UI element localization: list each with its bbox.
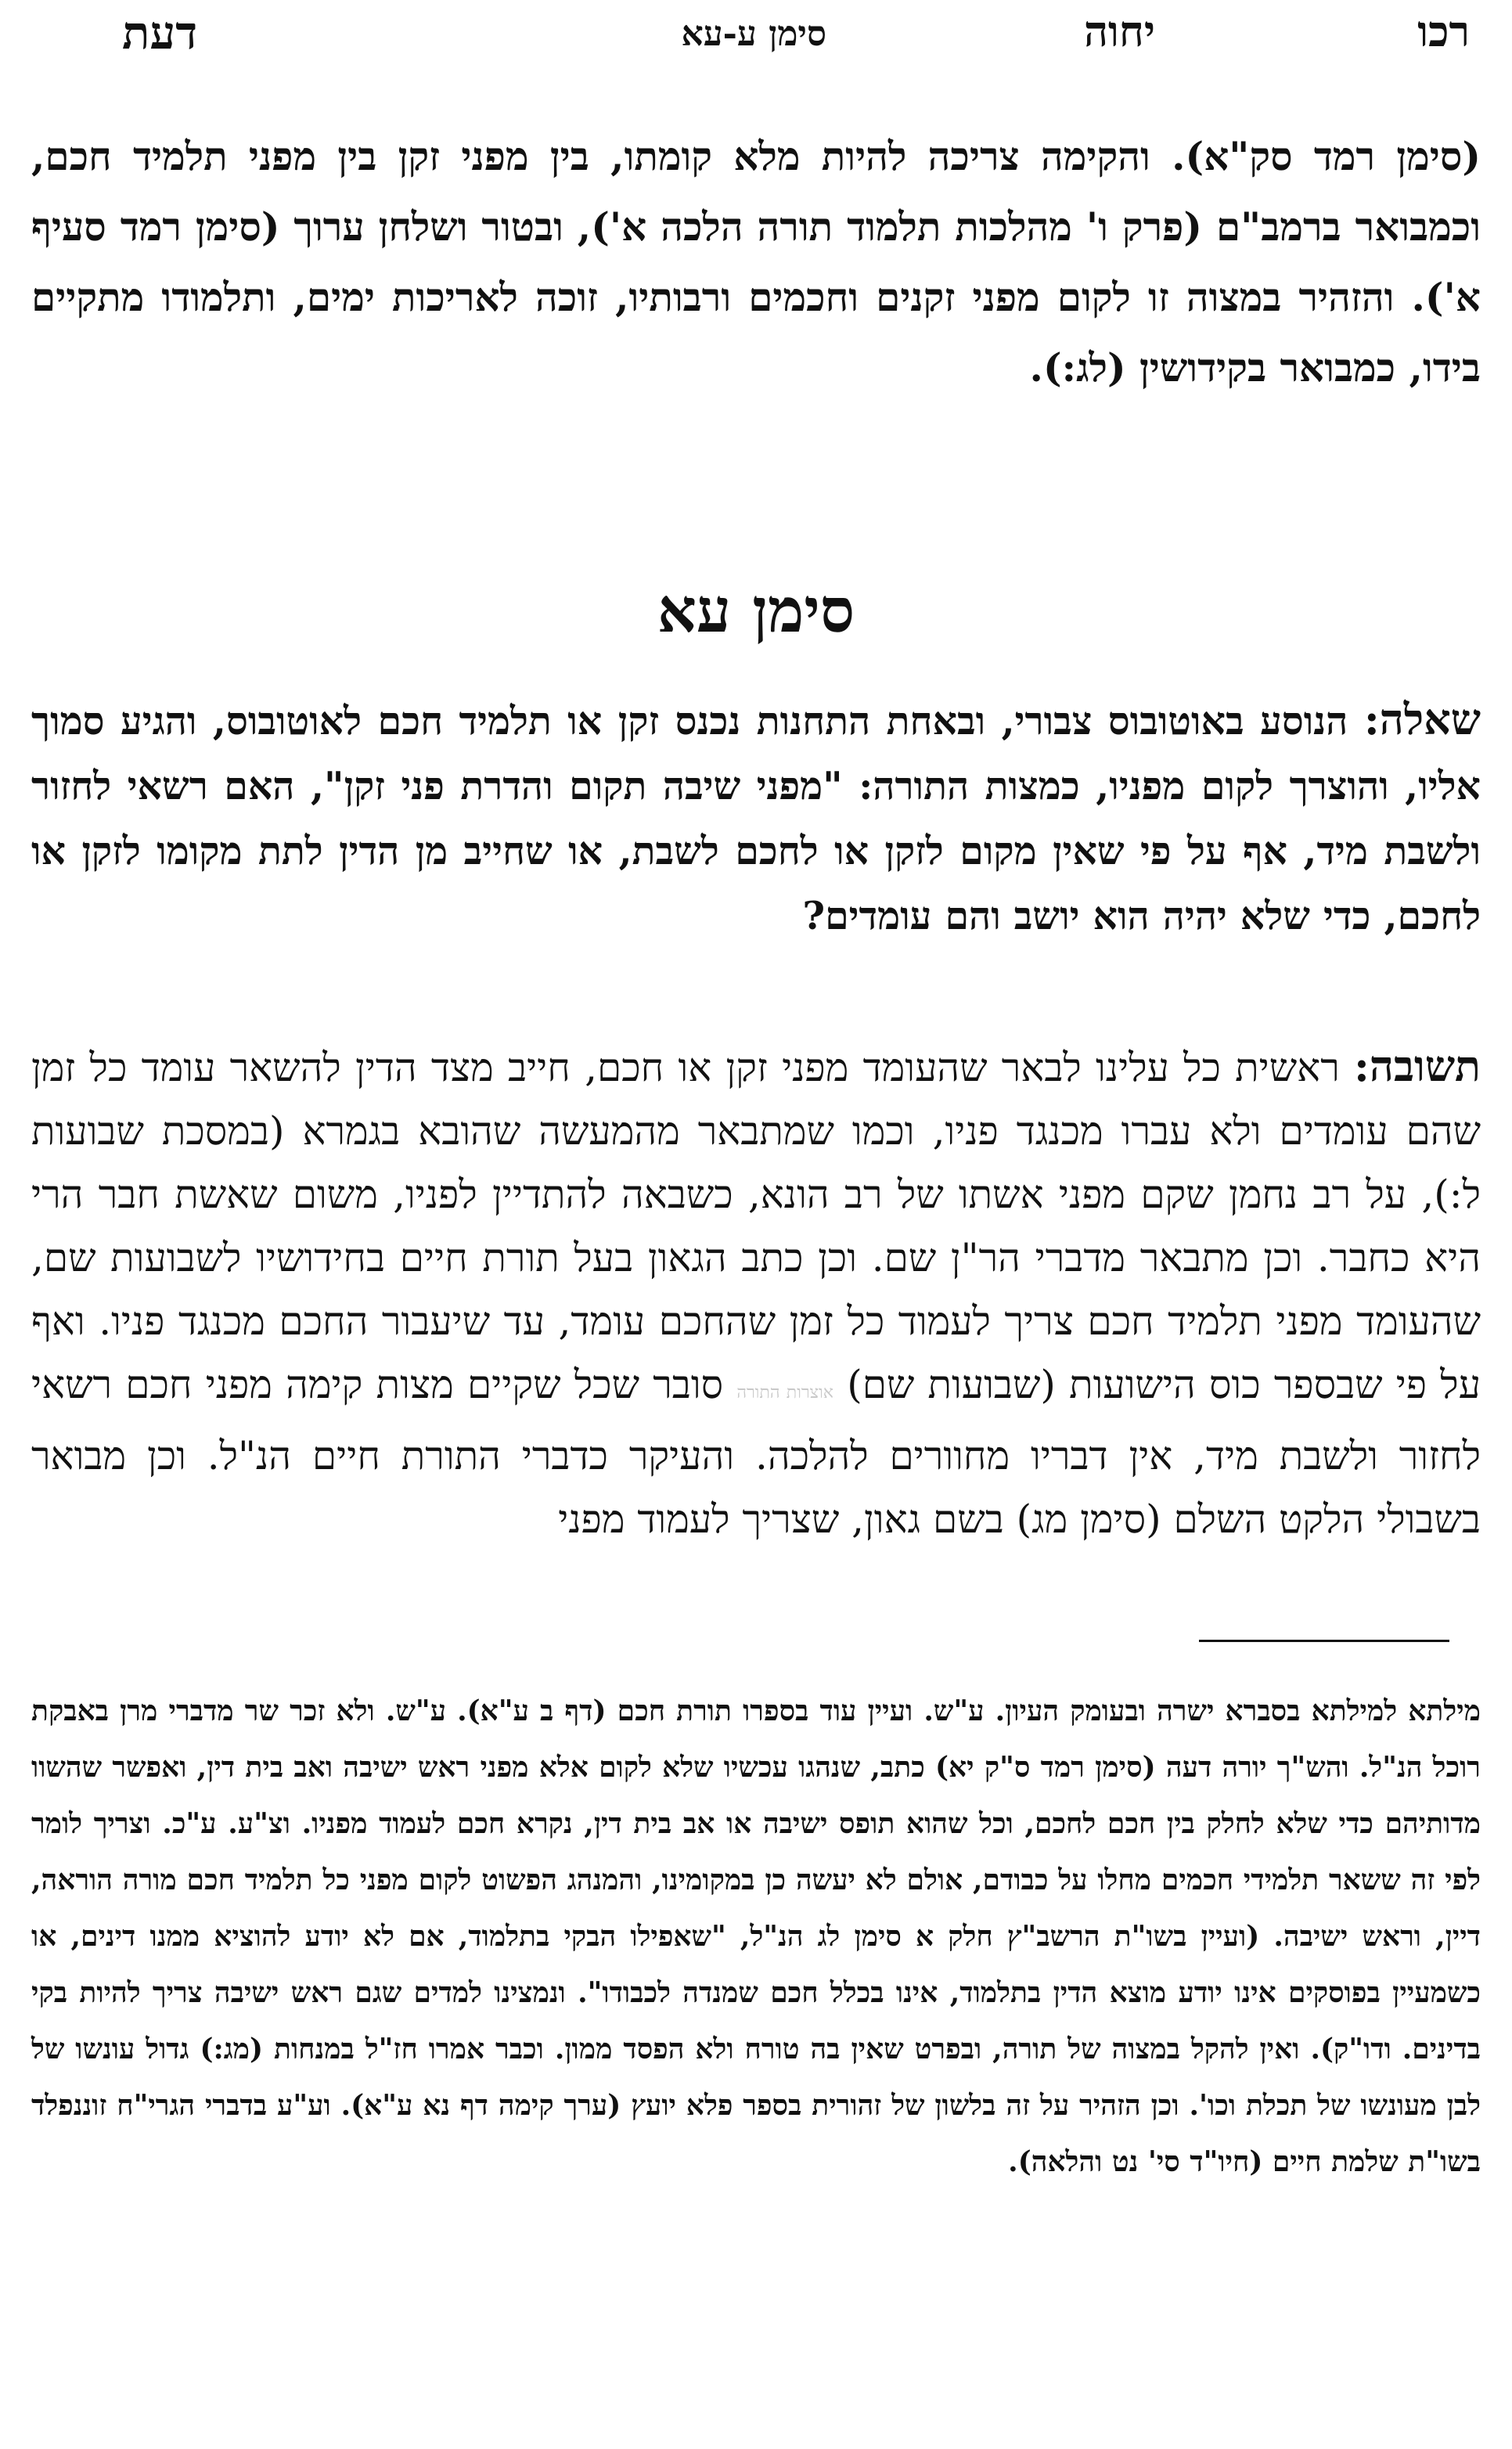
running-header — [28, 0, 1484, 63]
header-book-word-1: רכו — [1417, 6, 1470, 56]
header-book-word-3: דעת — [122, 6, 198, 59]
header-siman-range: סימן ע-עא — [681, 14, 826, 54]
intro-paragraph: (סימן רמד סק"א). והקימה צריכה להיות מלא קומתו, בין מפני זקן בין מפני תלמיד חכם, וכמבואר ברמב"ם (פרק ו' מהלכות תלמוד תורה הלכה א'), ובטור ושלחן ערוך (סימן רמד סעיף א'). והזהיר במצוה זו לקום מפני זקנים וחכמים ורבותיו, זוכה לאריכות ימים, ותלמודו מתקיים בידו, כמבואר בקידושין (לג:). — [31, 133, 1481, 391]
answer-text-part-1: ראשית כל עלינו לבאר שהעומד מפני זקן או חכם, חייב מצד הדין להשאר עומד כל זמן שהם עומדים ולא עברו מכנגד פניו, וכמו שמתבאר מהמעשה שהובא בגמרא (במסכת שבועות ל:), על רב נחמן שקם מפני אשתו של רב הונא, כשבאה להתדיין לפניו, משום שאשת חבר הרי היא כחבר. וכן מתבאר מדברי הר"ן שם. וכן כתב הגאון בעל תורת חיים בחידושיו לשבועות שם, שהעומד מפני תלמיד חכם צריך לעמוד כל זמן שהחכם עומד, עד שיעבור החכם מכנגד פניו. ואף על פי שבספר כוס הישועות (שבועות שם) — [31, 1045, 1481, 1407]
answer-text-part-2: סובר שכל שקיים מצות קימה מפני חכם רשאי לחזור ולשבת מיד, אין דבריו מחוורים להלכה. והעיקר כדברי התורת חיים הנ"ל. וכן מבואר בשבולי הלקט השלם (סימן מג) בשם גאון, שצריך לעמוד מפני — [31, 1362, 1481, 1542]
question-text: הנוסע באוטובוס צבורי, ובאחת התחנות נכנס זקן או תלמיד חכם לאוטובוס, והגיע סמוך אליו, והוצרך לקום מפניו, כמצות התורה: "מפני שיבה תקום והדרת פני זקן", האם רשאי לחזור ולשבת מיד, אף על פי שאין מקום לזקן או לחכם לשבת, או שחייב מן הדין לתת מקומו לזקן או לחכם, כדי שלא יהיה הוא יושב והם עומדים? — [31, 698, 1481, 938]
footnote-divider — [1199, 1640, 1449, 1642]
library-watermark: אוצרות התורה — [736, 1383, 833, 1403]
header-book-word-2: יחוה — [1084, 6, 1155, 56]
question-label: שאלה: — [1363, 694, 1481, 744]
answer-label: תשובה: — [1353, 1041, 1481, 1091]
question-paragraph — [31, 687, 1481, 949]
section-title: סימן עא — [657, 575, 855, 646]
footnote-paragraph: מילתא למילתא בסברא ישרה ובעומק העיון. ע"ש. ועיין עוד בספרו תורת חכם (דף ב ע"א). ע"ש. ולא זכר שר מדברי מרן באבקת רוכל הנ"ל. והש"ך יורה דעה (סימן רמד ס"ק יא) כתב, שנהגו עכשיו שלא לקום אלא מפני ראש ישיבה ואב בית דין, ואפשר שהשוו מדותיהם כדי שלא לחלק בין חכם לחכם, וכל שהוא תופס ישיבה או אב בית דין, נקרא חכם לעמוד מפניו. וצ"ע. ע"כ. וצריך לומר לפי זה ששאר תלמידי חכמים מחלו על כבודם, אולם לא יעשה כן במקומינו, והמנהג הפשוט לקום מפני כל תלמיד חכם מורה הוראה, דיין, וראש ישיבה. (ועיין בשו"ת הרשב"ץ חלק א סימן לג הנ"ל, "שאפילו הבקי בתלמוד, אם לא יודע להוציא ממנו דינים, או כשמעיין בפוסקים אינו יודע מוצא הדין בתלמוד, אינו בכלל חכם שמנדה לכבודו". ונמצינו למדים שגם ראש ישיבה צריך להיות בקי בדינים. ודו"ק). ואין להקל במצוה של תורה, ובפרט שאין בה טורח ולא הפסד ממון. וכבר אמרו חז"ל במנחות (מג:) גדול עונשו של לבן מעונשו של תכלת וכו'. וכן הזהיר על זה בלשון של זהורית בספר פלא יועץ (ערך קימה דף נא ע"א). וע"ע בדברי הגרי"ח זוננפלד בשו"ת שלמת חיים (חיו"ד סי' נט והלאה). — [31, 1694, 1481, 2178]
answer-paragraph — [31, 1035, 1481, 1551]
